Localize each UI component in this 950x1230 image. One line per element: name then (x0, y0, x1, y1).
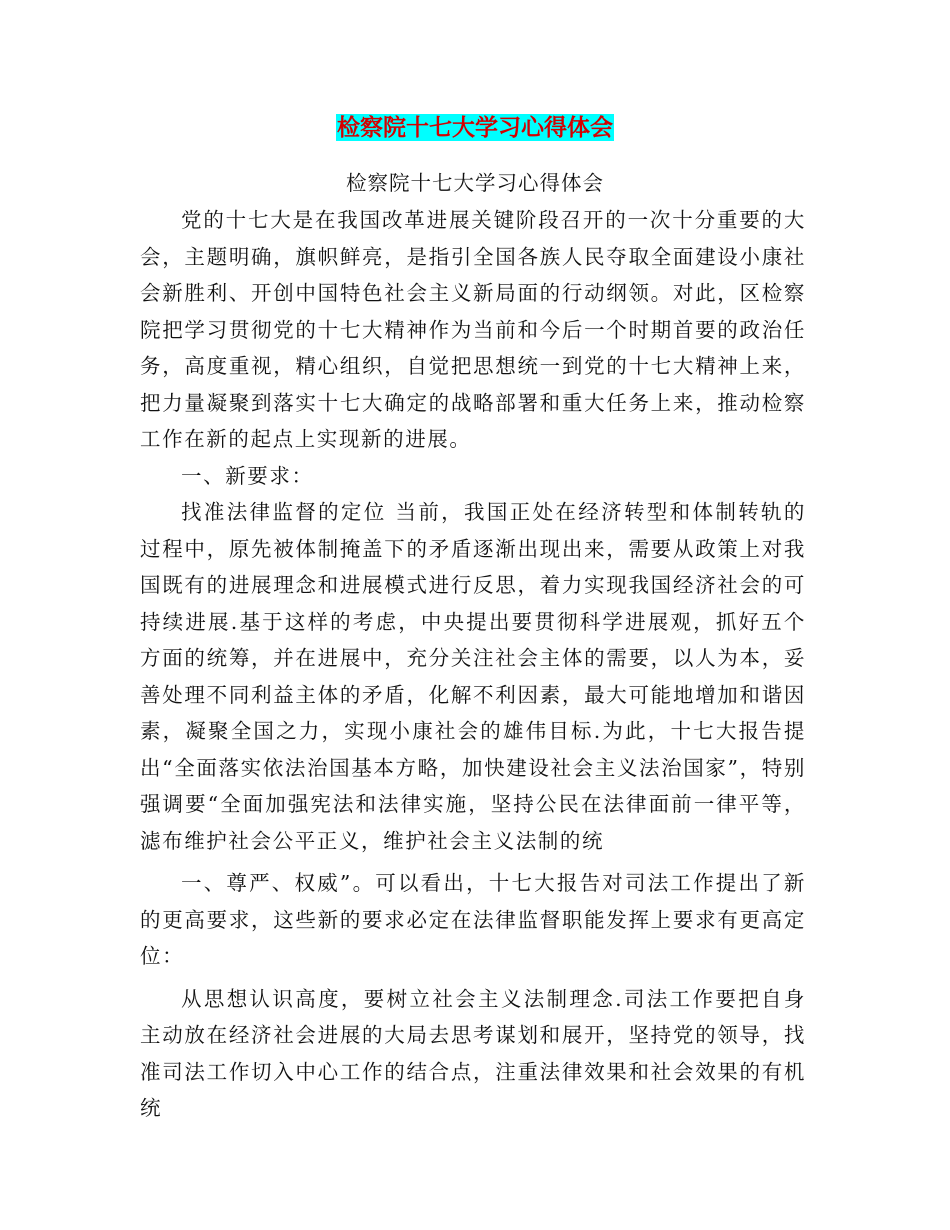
document-subtitle: 检察院十七大学习心得体会 (346, 171, 604, 195)
paragraph-ideological-awareness: 从思想认识高度，要树立社会主义法制理念.司法工作要把自身主动放在经济社会进展的大局去思考谋划和展开，坚持党的领导，找准司法工作切入中心工作的结合点，注重法律效果和社会效果的有机统 (140, 986, 806, 1120)
paragraph-legal-supervision: 找准法律监督的定位 当前，我国正处在经济转型和体制转轨的过程中，原先被体制掩盖下的矛盾逐渐出现出来，需要从政策上对我国既有的进展理念和进展模式进行反思，着力实现我国经济社会的可持续进展.基于这样的考虑，中央提出要贯彻科学进展观，抓好五个方面的统筹，并在进展中，充分关注社会主体的需要，以人为本，妥善处理不同利益主体的矛盾，化解不利因素，最大可能地增加和谐因素，凝聚全国之力，实现小康社会的雄伟目标.为此，十七大报告提出“全面落实依法治国基本方略，加快建设社会主义法治国家”，特别强调要“全面加强宪法和法律实施，坚持公民在法律面前一律平等，滤布维护社会公平正义，维护社会主义法制的统 (140, 500, 806, 853)
paragraph-intro: 党的十七大是在我国改革进展关键阶段召开的一次十分重要的大会，主题明确，旗帜鲜亮，是指引全国各族人民夺取全面建设小康社会新胜利、开创中国特色社会主义新局面的行动纲领。对此，区检察院把学习贯彻党的十七大精神作为当前和今后一个时期首要的政治任务，高度重视，精心组织，自觉把思想统一到党的十七大精神上来，把力量凝聚到落实十七大确定的战略部署和重大任务上来，推动检察工作在新的起点上实现新的进展。 (140, 208, 806, 451)
paragraph-dignity-authority: 一、尊严、权威”。可以看出，十七大报告对司法工作提出了新的更高要求，这些新的要求必定在法律监督职能发挥上要求有更高定位： (140, 871, 806, 968)
document-title (0, 112, 950, 144)
highlighted-title-text: 检察院十七大学习心得体会 (337, 114, 613, 141)
paragraph-section-heading: 一、新要求： (181, 463, 314, 488)
document-body (140, 202, 806, 1127)
